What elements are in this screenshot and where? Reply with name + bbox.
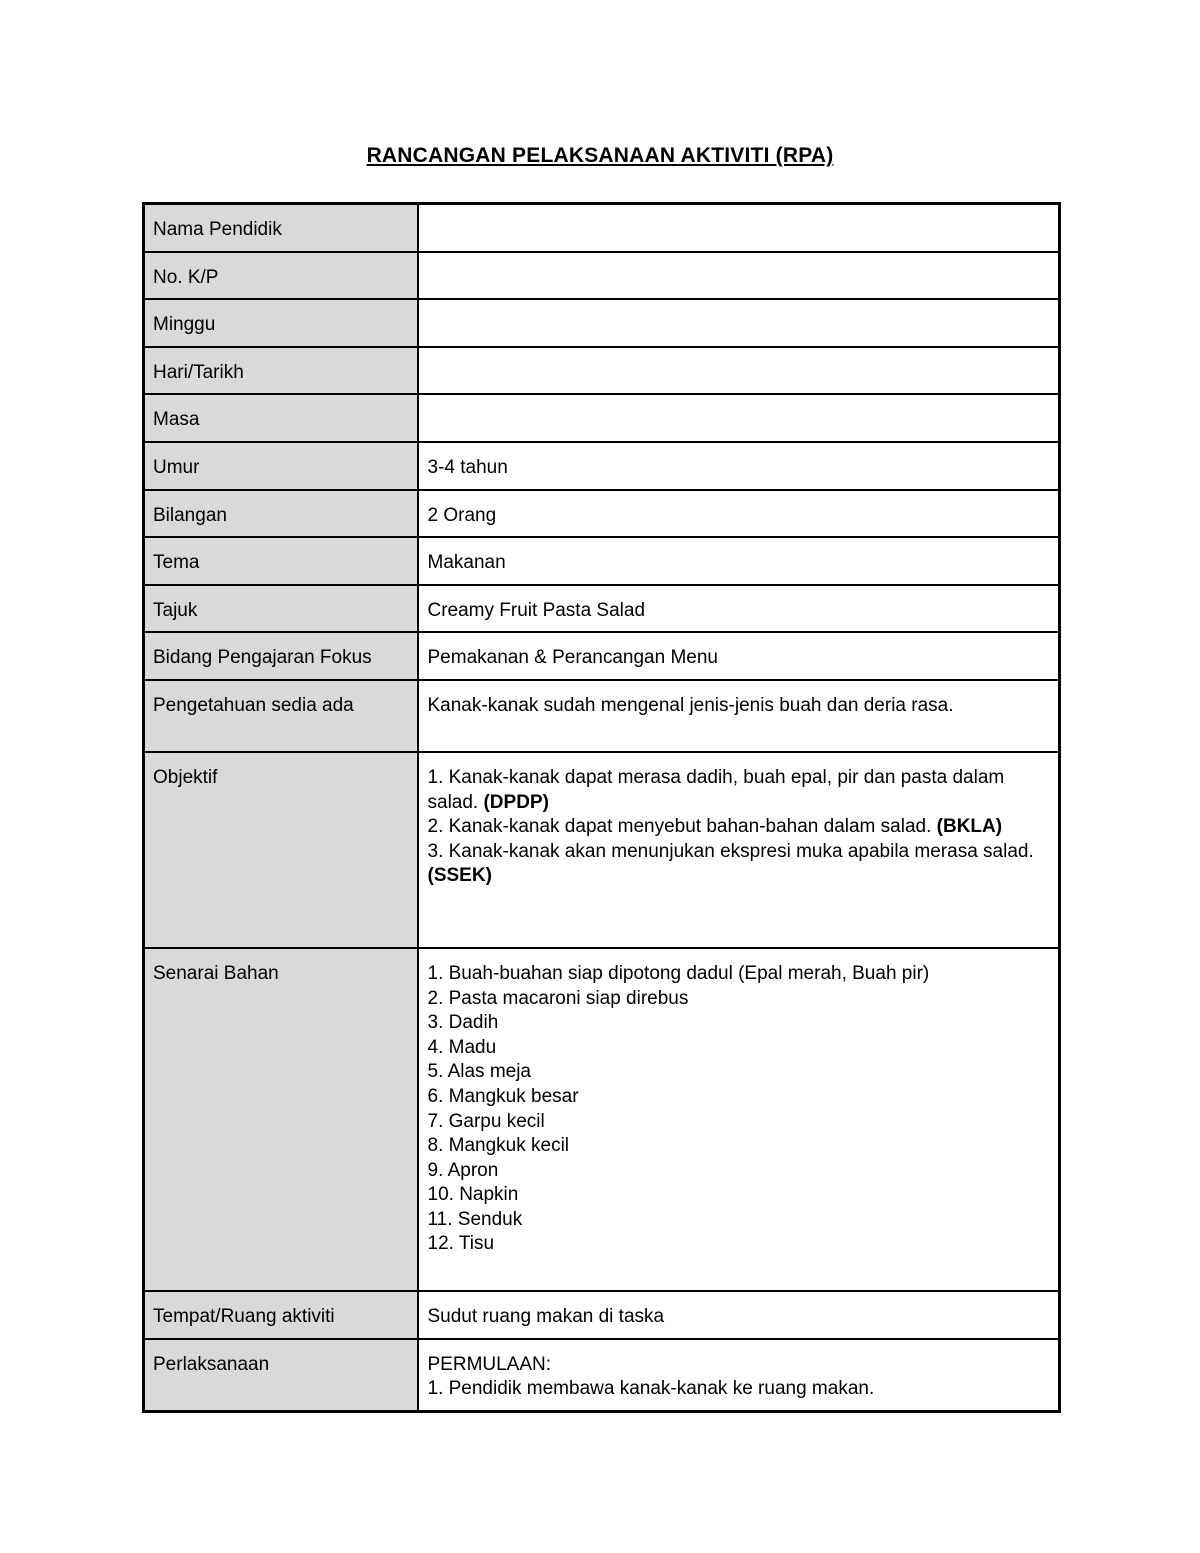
objektif-list: [418, 752, 1060, 948]
table-row: [144, 299, 1060, 347]
table-row: [144, 490, 1060, 538]
table-row: [144, 1339, 1060, 1412]
row-label-hari-tarikh: Hari/Tarikh: [144, 347, 418, 395]
row-label-bilangan: Bilangan: [144, 490, 418, 538]
row-label-no-kp: No. K/P: [144, 252, 418, 300]
row-label-umur: Umur: [144, 442, 418, 490]
table-row: [144, 752, 1060, 948]
table-row: [144, 1291, 1060, 1339]
list-item: 4. Madu: [427, 1036, 497, 1058]
rpa-table: [142, 202, 1061, 1413]
row-value-tempat: Sudut ruang makan di taska: [418, 1291, 1060, 1339]
row-label-bidang: Bidang Pengajaran Fokus: [144, 632, 418, 680]
senarai-bahan-list: [418, 948, 1060, 1291]
objective-item: [428, 840, 1051, 889]
row-value-bidang: Pemakanan & Perancangan Menu: [418, 632, 1060, 680]
table-row: [144, 680, 1060, 752]
row-label-perlaksanaan: Perlaksanaan: [144, 1339, 418, 1412]
row-value-hari-tarikh: [418, 347, 1060, 395]
table-row: [144, 632, 1060, 680]
list-item: 11. Senduk: [427, 1208, 523, 1230]
table-row: [144, 204, 1060, 252]
row-value-tajuk: Creamy Fruit Pasta Salad: [418, 585, 1060, 633]
row-value-masa: [418, 394, 1060, 442]
row-label-masa: Masa: [144, 394, 418, 442]
objective-code: (DPDP): [483, 791, 549, 813]
objective-text: 2. Kanak-kanak dapat menyebut bahan-bahan dalam salad.: [427, 816, 932, 838]
list-item: 9. Apron: [427, 1159, 499, 1181]
row-label-tajuk: Tajuk: [144, 585, 418, 633]
list-item: 3. Dadih: [427, 1012, 499, 1034]
row-label-nama-pendidik: Nama Pendidik: [144, 204, 418, 252]
list-item: 1. Buah-buahan siap dipotong dadul (Epal merah, Buah pir): [427, 962, 930, 984]
row-value-nama-pendidik: [418, 204, 1060, 252]
row-value-umur: 3-4 tahun: [418, 442, 1060, 490]
row-label-minggu: Minggu: [144, 299, 418, 347]
perlaksanaan-content: [418, 1339, 1060, 1412]
row-label-pengetahuan: Pengetahuan sedia ada: [144, 680, 418, 752]
list-item: 6. Mangkuk besar: [427, 1085, 579, 1107]
objective-code: (BKLA): [936, 816, 1003, 838]
row-value-no-kp: [418, 252, 1060, 300]
row-value-minggu: [418, 299, 1060, 347]
row-label-senarai-bahan: Senarai Bahan: [144, 948, 418, 1291]
list-item: 10. Napkin: [427, 1184, 519, 1206]
table-row: [144, 537, 1060, 585]
row-label-tempat: Tempat/Ruang aktiviti: [144, 1291, 418, 1339]
table-row: [144, 585, 1060, 633]
objective-code: (SSEK): [427, 865, 492, 887]
list-item: 12. Tisu: [427, 1233, 495, 1255]
table-row: [144, 252, 1060, 300]
row-label-tema: Tema: [144, 537, 418, 585]
objective-item: [428, 815, 1051, 840]
section-heading: PERMULAAN:: [427, 1353, 552, 1375]
list-item: 7. Garpu kecil: [427, 1110, 545, 1132]
page-title: RANCANGAN PELAKSANAAN AKTIVITI (RPA): [366, 144, 834, 167]
objective-text: 3. Kanak-kanak akan menunjukan ekspresi muka apabila merasa salad.: [427, 840, 1034, 862]
table-row: [144, 442, 1060, 490]
row-value-bilangan: 2 Orang: [418, 490, 1060, 538]
list-item: 2. Pasta macaroni siap direbus: [427, 987, 689, 1009]
list-item: 1. Pendidik membawa kanak-kanak ke ruang makan.: [427, 1378, 875, 1400]
objective-item: [428, 766, 1051, 815]
row-value-pengetahuan: Kanak-kanak sudah mengenal jenis-jenis buah dan deria rasa.: [418, 680, 1060, 752]
row-value-tema: Makanan: [418, 537, 1060, 585]
list-item: 8. Mangkuk kecil: [427, 1135, 570, 1157]
table-row: [144, 347, 1060, 395]
list-item: 5. Alas meja: [427, 1061, 531, 1083]
table-row: [144, 394, 1060, 442]
objective-text: 1. Kanak-kanak dapat merasa dadih, buah epal, pir dan pasta dalam salad.: [427, 766, 1005, 813]
table-row: [144, 948, 1060, 1291]
row-label-objektif: Objektif: [144, 752, 418, 948]
